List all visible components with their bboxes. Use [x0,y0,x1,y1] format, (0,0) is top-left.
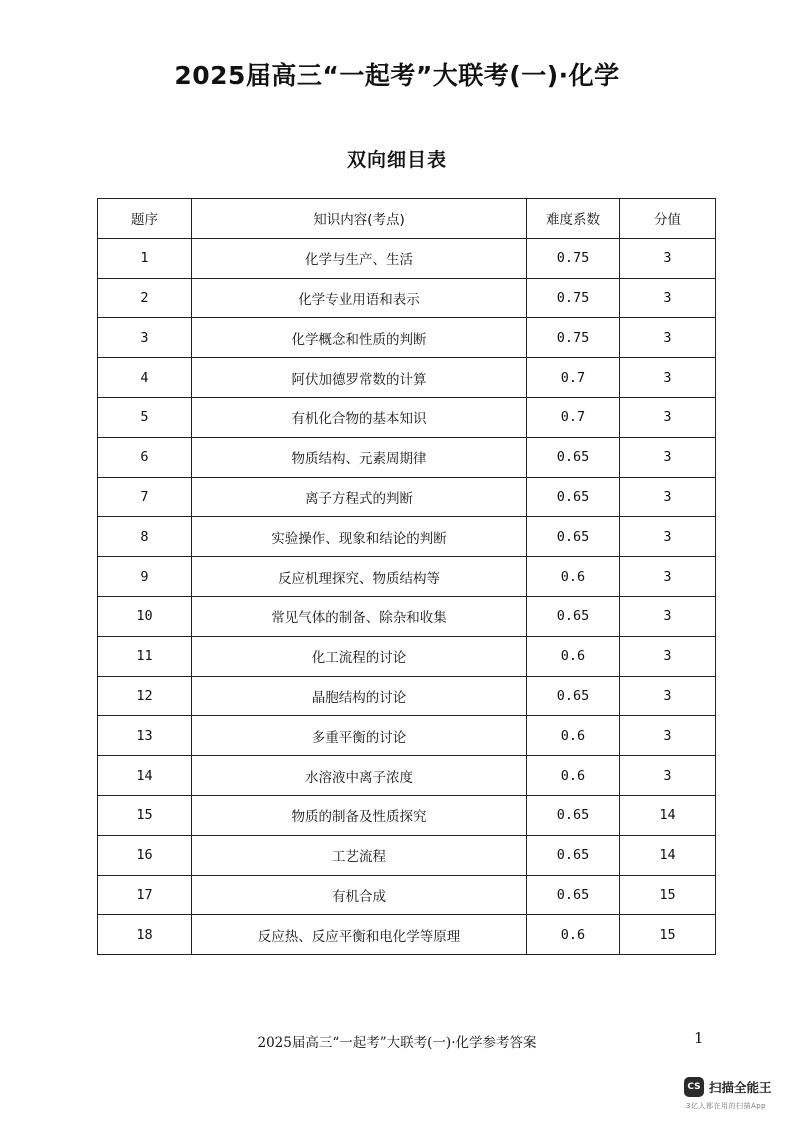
cell-score: 3 [620,278,716,318]
table-row [98,716,716,756]
table-row [98,875,716,915]
cell-difficulty: 0.65 [527,596,620,636]
table-row [98,238,716,278]
cell-score: 3 [620,596,716,636]
cell-score: 3 [620,557,716,597]
cell-knowledge: 实验操作、现象和结论的判断 [192,517,527,557]
cell-knowledge: 离子方程式的判断 [192,477,527,517]
cell-question-no: 15 [98,795,192,835]
table-row [98,517,716,557]
cell-difficulty: 0.65 [527,437,620,477]
cell-question-no: 7 [98,477,192,517]
cell-score: 3 [620,238,716,278]
cell-question-no: 12 [98,676,192,716]
table-row [98,676,716,716]
cell-question-no: 9 [98,557,192,597]
table-row [98,557,716,597]
cell-knowledge: 化学与生产、生活 [192,238,527,278]
cell-score: 3 [620,397,716,437]
cell-question-no: 17 [98,875,192,915]
cell-knowledge: 反应机理探究、物质结构等 [192,557,527,597]
cell-score: 3 [620,477,716,517]
cell-difficulty: 0.7 [527,358,620,398]
cell-score: 3 [620,517,716,557]
table-body [98,238,716,954]
cell-difficulty: 0.75 [527,318,620,358]
table-title: 双向细目表 [346,149,447,171]
cell-score: 3 [620,636,716,676]
detail-table [97,198,716,955]
table-row [98,358,716,398]
cell-difficulty: 0.6 [527,557,620,597]
cell-score: 3 [620,318,716,358]
table-row [98,636,716,676]
cell-score: 3 [620,358,716,398]
cell-score: 3 [620,756,716,796]
cell-difficulty: 0.65 [527,795,620,835]
cell-knowledge: 工艺流程 [192,835,527,875]
table-row [98,596,716,636]
cell-knowledge: 物质的制备及性质探究 [192,795,527,835]
camscanner-logo-icon: CS [684,1077,704,1097]
cell-knowledge: 常见气体的制备、除杂和收集 [192,596,527,636]
watermark-subtext: 3亿人都在用的扫描App [686,1102,767,1110]
cell-difficulty: 0.7 [527,397,620,437]
cell-knowledge: 化工流程的讨论 [192,636,527,676]
cell-question-no: 1 [98,238,192,278]
cell-knowledge: 水溶液中离子浓度 [192,756,527,796]
table-header-row [98,199,716,239]
scanner-watermark [684,1077,772,1097]
cell-difficulty: 0.6 [527,756,620,796]
cell-question-no: 3 [98,318,192,358]
cell-knowledge: 晶胞结构的讨论 [192,676,527,716]
header-score: 分值 [620,199,716,239]
header-difficulty: 难度系数 [527,199,620,239]
cell-difficulty: 0.6 [527,915,620,955]
cell-question-no: 18 [98,915,192,955]
table-row [98,437,716,477]
cell-difficulty: 0.65 [527,477,620,517]
cell-question-no: 16 [98,835,192,875]
footer-text: 2025届高三“一起考”大联考(一)·化学参考答案 [257,1035,537,1051]
page-number: 1 [694,1029,704,1047]
cell-question-no: 14 [98,756,192,796]
cell-knowledge: 有机合成 [192,875,527,915]
cell-question-no: 8 [98,517,192,557]
cell-difficulty: 0.75 [527,278,620,318]
cell-score: 3 [620,716,716,756]
table-row [98,318,716,358]
cell-difficulty: 0.65 [527,676,620,716]
table-row [98,756,716,796]
cell-knowledge: 阿伏加德罗常数的计算 [192,358,527,398]
cell-score: 14 [620,835,716,875]
cell-knowledge: 反应热、反应平衡和电化学等原理 [192,915,527,955]
header-question-no: 题序 [98,199,192,239]
cell-knowledge: 有机化合物的基本知识 [192,397,527,437]
cell-question-no: 6 [98,437,192,477]
cell-knowledge: 化学专业用语和表示 [192,278,527,318]
cell-difficulty: 0.6 [527,716,620,756]
cell-difficulty: 0.65 [527,517,620,557]
cell-difficulty: 0.65 [527,835,620,875]
watermark-name: 扫描全能王 [709,1080,772,1095]
cell-score: 3 [620,437,716,477]
cell-difficulty: 0.65 [527,875,620,915]
header-knowledge: 知识内容(考点) [192,199,527,239]
cell-question-no: 11 [98,636,192,676]
page-title: 2025届高三“一起考”大联考(一)·化学 [174,61,620,90]
cell-score: 14 [620,795,716,835]
table-row [98,795,716,835]
table-row [98,397,716,437]
cell-score: 3 [620,676,716,716]
table-row [98,477,716,517]
cell-difficulty: 0.6 [527,636,620,676]
cell-question-no: 5 [98,397,192,437]
cell-question-no: 4 [98,358,192,398]
cell-score: 15 [620,915,716,955]
cell-knowledge: 物质结构、元素周期律 [192,437,527,477]
cell-knowledge: 化学概念和性质的判断 [192,318,527,358]
cell-question-no: 10 [98,596,192,636]
table-row [98,915,716,955]
table-row [98,278,716,318]
cell-question-no: 2 [98,278,192,318]
cell-score: 15 [620,875,716,915]
table-row [98,835,716,875]
cell-knowledge: 多重平衡的讨论 [192,716,527,756]
cell-difficulty: 0.75 [527,238,620,278]
cell-question-no: 13 [98,716,192,756]
